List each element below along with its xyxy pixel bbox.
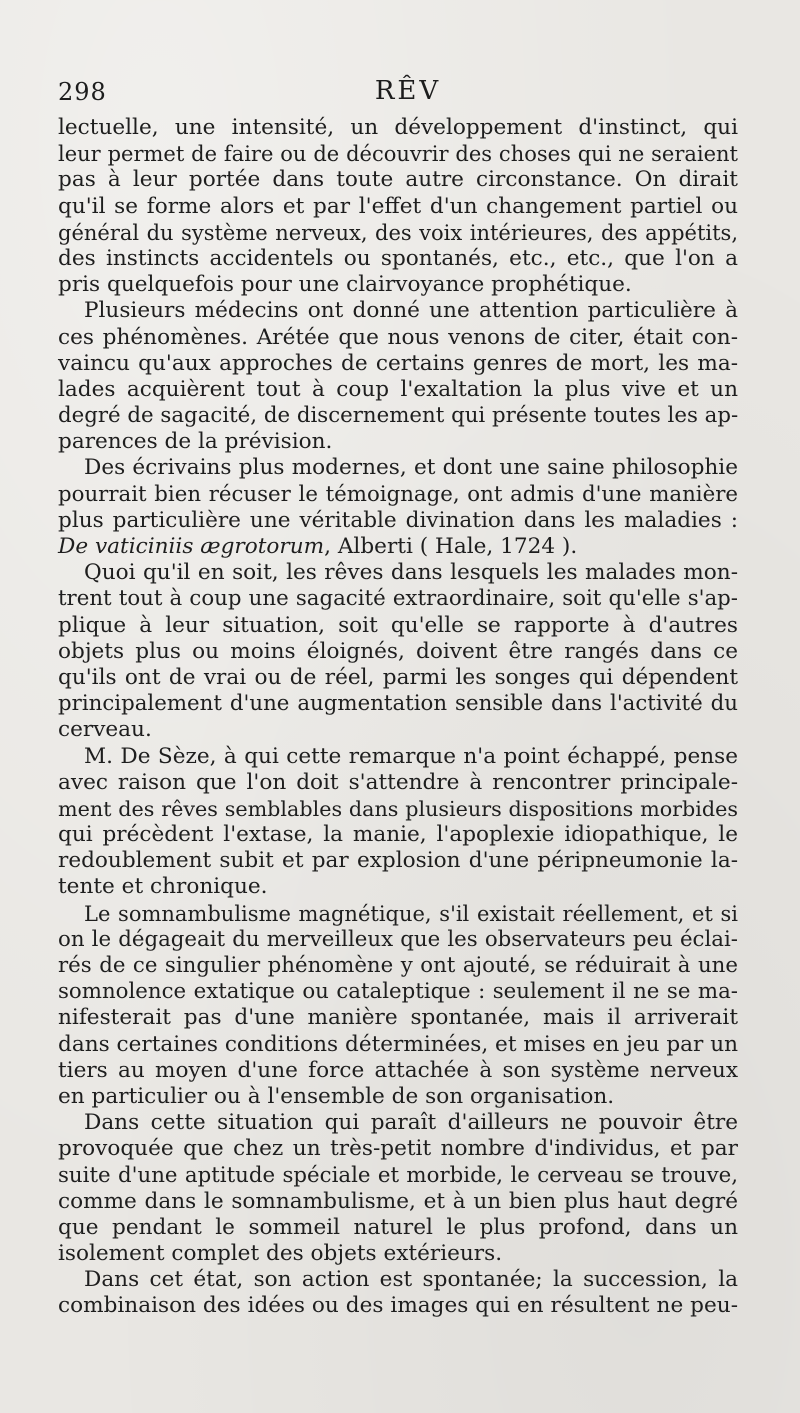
- text-line: Quoi qu'il en soit, les rêves dans lesquels les malades mon-: [84, 560, 738, 586]
- text-line: lectuelle, une intensité, un développement d'instinct, qui: [58, 115, 738, 140]
- text-line: général du système nerveux, des voix intérieures, des appétits,: [58, 220, 738, 245]
- text-line: dans certaines conditions déterminées, et mises en jeu par un: [58, 1031, 739, 1057]
- text-line: tiers au moyen d'une force attachée à son système nerveux: [58, 1057, 738, 1083]
- page-number: 298: [58, 78, 107, 106]
- text-line: comme dans le somnambulisme, et à un bien plus haut degré: [58, 1188, 738, 1214]
- text-line: degré de sagacité, de discernement qui présente toutes les ap-: [58, 403, 739, 429]
- text-line: que pendant le sommeil naturel le plus profond, dans un: [58, 1214, 738, 1240]
- text-line: pas à leur portée dans toute autre circonstance. On dirait: [58, 167, 738, 193]
- text-line: Le somnambulisme magnétique, s'il existait réellement, et si: [84, 901, 738, 926]
- text-line: en particulier ou à l'ensemble de son organisation.: [58, 1083, 615, 1109]
- text-line: redoublement subit et par explosion d'une péripneumonie la-: [58, 848, 738, 874]
- text-line: ment des rêves semblables dans plusieurs dispositions morbides: [58, 796, 738, 821]
- text-line: Dans cet état, son action est spontanée; la succession, la: [84, 1267, 738, 1293]
- text-line: Dans cette situation qui paraît d'ailleurs ne pouvoir être: [84, 1110, 738, 1136]
- text-line: isolement complet des objets extérieurs.: [58, 1241, 503, 1267]
- body-text: [58, 115, 738, 1320]
- text-line: cerveau.: [58, 717, 152, 743]
- text-line: M. De Sèze, à qui cette remarque n'a point échappé, pense: [84, 743, 738, 769]
- text-line: combinaison des idées ou des images qui en résultent ne peu-: [58, 1293, 738, 1319]
- text-line: on le dégageait du merveilleux que les observateurs peu éclai-: [58, 926, 738, 952]
- text-line: plus particulière une véritable divination dans les maladies :: [58, 507, 738, 533]
- text-line: nifesterait pas d'une manière spontanée, mais il arriverait: [58, 1005, 738, 1031]
- text-line: trent tout à coup une sagacité extraordinaire, soit qu'elle s'ap-: [58, 586, 738, 612]
- text-line: vaincu qu'aux approches de certains genres de mort, les ma-: [58, 350, 738, 376]
- text-line: Plusieurs médecins ont donné une attention particulière à: [84, 298, 738, 324]
- text-line: qu'ils ont de vrai ou de réel, parmi les songes qui dépendent: [58, 664, 738, 690]
- page-header: [58, 78, 738, 114]
- text-line: pourrait bien récuser le témoignage, ont admis d'une manière: [58, 481, 738, 507]
- text-line: somnolence extatique ou cataleptique : seulement il ne se ma-: [58, 979, 738, 1005]
- text-line: ces phénomènes. Arétée que nous venons de citer, était con-: [58, 324, 738, 350]
- text-line: leur permet de faire ou de découvrir des choses qui ne seraient: [58, 142, 738, 167]
- text-line: parences de la prévision.: [58, 429, 333, 455]
- text-line: suite d'une aptitude spéciale et morbide, le cerveau se trouve,: [58, 1162, 738, 1188]
- text-line: rés de ce singulier phénomène y ont ajouté, se réduirait à une: [58, 953, 738, 978]
- text-line: plique à leur situation, soit qu'elle se rapporte à d'autres: [58, 612, 738, 638]
- running-head: RÊV: [374, 76, 442, 106]
- text-line: objets plus ou moins éloignés, doivent être rangés dans ce: [58, 638, 738, 664]
- text-line: avec raison que l'on doit s'attendre à rencontrer principale-: [58, 769, 738, 795]
- text-line: pris quelquefois pour une clairvoyance prophétique.: [58, 272, 632, 298]
- text-line: tente et chronique.: [58, 874, 268, 900]
- text-line: provoquée que chez un très-petit nombre d'individus, et par: [58, 1136, 738, 1162]
- text-line: Des écrivains plus modernes, et dont une saine philosophie: [84, 455, 738, 481]
- text-line: lades acquièrent tout à coup l'exaltation la plus vive et un: [58, 376, 738, 402]
- text-line: De vaticiniis ægrotorum, Alberti ( Hale, 1724 ).: [58, 534, 578, 559]
- text-line: qu'il se forme alors et par l'effet d'un changement partiel ou: [58, 193, 738, 219]
- text-line: principalement d'une augmentation sensible dans l'activité du: [58, 691, 738, 717]
- text-line: des instincts accidentels ou spontanés, etc., etc., que l'on a: [58, 245, 738, 271]
- text-line: qui précèdent l'extase, la manie, l'apoplexie idiopathique, le: [58, 822, 738, 848]
